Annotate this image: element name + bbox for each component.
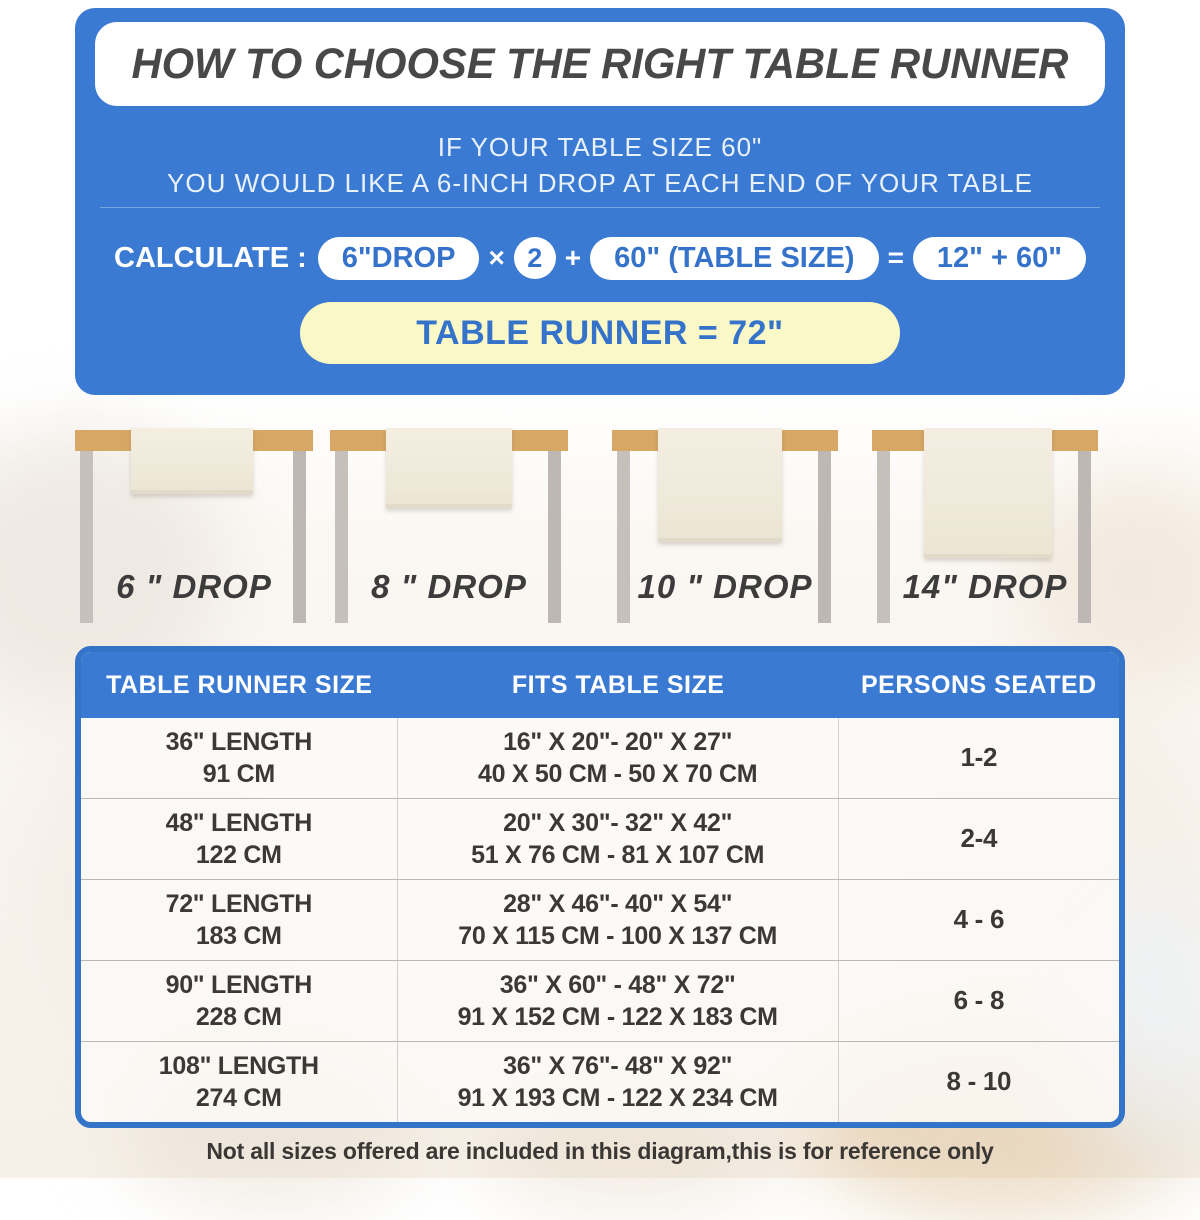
table-row: [81, 799, 1119, 880]
table-illustration-14-drop: [872, 430, 1098, 630]
runner-length-cm: 228 CM: [195, 1003, 282, 1031]
table-runner: [658, 428, 782, 542]
runner-size-cell: [81, 1042, 398, 1122]
table-row: [81, 880, 1119, 961]
runner-length-cm: 91 CM: [202, 760, 275, 788]
table-body: [81, 718, 1119, 1122]
runner-length-cm: 274 CM: [195, 1084, 282, 1112]
result-pill: TABLE RUNNER = 72": [300, 302, 900, 364]
page-title: HOW TO CHOOSE THE RIGHT TABLE RUNNER: [131, 39, 1069, 88]
subtitle-line-1: IF YOUR TABLE SIZE 60": [437, 132, 763, 162]
persons-cell: 2-4: [960, 823, 998, 854]
runner-size-cell: [81, 799, 398, 879]
drop-label: 10 " DROP: [637, 568, 813, 605]
runner-length: 72" LENGTH: [165, 889, 312, 918]
table-header-row: [81, 652, 1119, 718]
table-row: [81, 1042, 1119, 1122]
fits-inches: 36" X 60" - 48" X 72": [499, 970, 736, 999]
table-illustration-6-drop: [75, 430, 313, 630]
fits-size-cell: [398, 718, 839, 798]
table-runner: [924, 428, 1052, 558]
runner-length: 108" LENGTH: [158, 1051, 319, 1080]
fits-size-cell: [398, 799, 839, 879]
fits-size-cell: [398, 1042, 839, 1122]
runner-length: 36" LENGTH: [165, 727, 312, 756]
table-row: [81, 961, 1119, 1042]
runner-length: 90" LENGTH: [165, 970, 312, 999]
table-runner: [386, 428, 512, 508]
fits-cm: 91 X 152 CM - 122 X 183 CM: [457, 1003, 778, 1031]
fits-size-cell: [398, 961, 839, 1041]
size-reference-table: [75, 646, 1125, 1128]
runner-length-cm: 122 CM: [195, 841, 282, 869]
header-panel: [75, 8, 1125, 395]
persons-cell: 4 - 6: [953, 904, 1005, 935]
runner-size-cell: [81, 961, 398, 1041]
fits-inches: 20" X 30"- 32" X 42": [503, 808, 733, 837]
fits-size-cell: [398, 880, 839, 960]
runner-size-cell: [81, 718, 398, 798]
drop-label: 6 " DROP: [116, 568, 272, 605]
table-row: [81, 718, 1119, 799]
drop-value-pill: 6"DROP: [318, 237, 480, 280]
column-header-runner-size: TABLE RUNNER SIZE: [106, 670, 373, 699]
equals-operator: =: [887, 242, 904, 273]
persons-cell: 1-2: [960, 742, 998, 773]
calculate-label: CALCULATE :: [114, 241, 307, 274]
fits-inches: 36" X 76"- 48" X 92": [503, 1051, 733, 1080]
runner-length: 48" LENGTH: [165, 808, 312, 837]
table-size-pill: 60" (TABLE SIZE): [590, 237, 878, 280]
fits-inches: 28" X 46"- 40" X 54": [503, 889, 733, 918]
fits-cm: 91 X 193 CM - 122 X 234 CM: [457, 1084, 778, 1112]
multiply-operator: ×: [488, 242, 505, 273]
multiplier-circle: 2: [514, 237, 556, 279]
table-illustration-8-drop: [330, 430, 568, 630]
column-header-fits-table-size: FITS TABLE SIZE: [511, 670, 725, 699]
table-runner: [131, 428, 253, 494]
fits-cm: 40 X 50 CM - 50 X 70 CM: [477, 760, 758, 788]
runner-size-cell: [81, 880, 398, 960]
drop-label: 14" DROP: [902, 568, 1068, 605]
disclaimer-note: Not all sizes offered are included in this diagram,this is for reference only: [206, 1138, 994, 1164]
drop-label: 8 " DROP: [371, 568, 527, 605]
calculation-formula: [75, 232, 1125, 284]
table-illustration-10-drop: [612, 430, 838, 630]
fits-cm: 70 X 115 CM - 100 X 137 CM: [458, 922, 778, 950]
runner-length-cm: 183 CM: [195, 922, 282, 950]
persons-cell: 6 - 8: [953, 985, 1005, 1016]
subtitle-line-2: YOU WOULD LIKE A 6-INCH DROP AT EACH END OF YOUR TABLE: [167, 168, 1033, 198]
sum-pill: 12" + 60": [913, 237, 1086, 280]
persons-cell: 8 - 10: [946, 1066, 1012, 1097]
fits-inches: 16" X 20"- 20" X 27": [503, 727, 733, 756]
fits-cm: 51 X 76 CM - 81 X 107 CM: [471, 841, 765, 869]
column-header-persons-seated: PERSONS SEATED: [860, 670, 1097, 699]
divider-line: [100, 207, 1100, 208]
title-banner: [95, 22, 1105, 106]
plus-operator: +: [564, 242, 582, 273]
